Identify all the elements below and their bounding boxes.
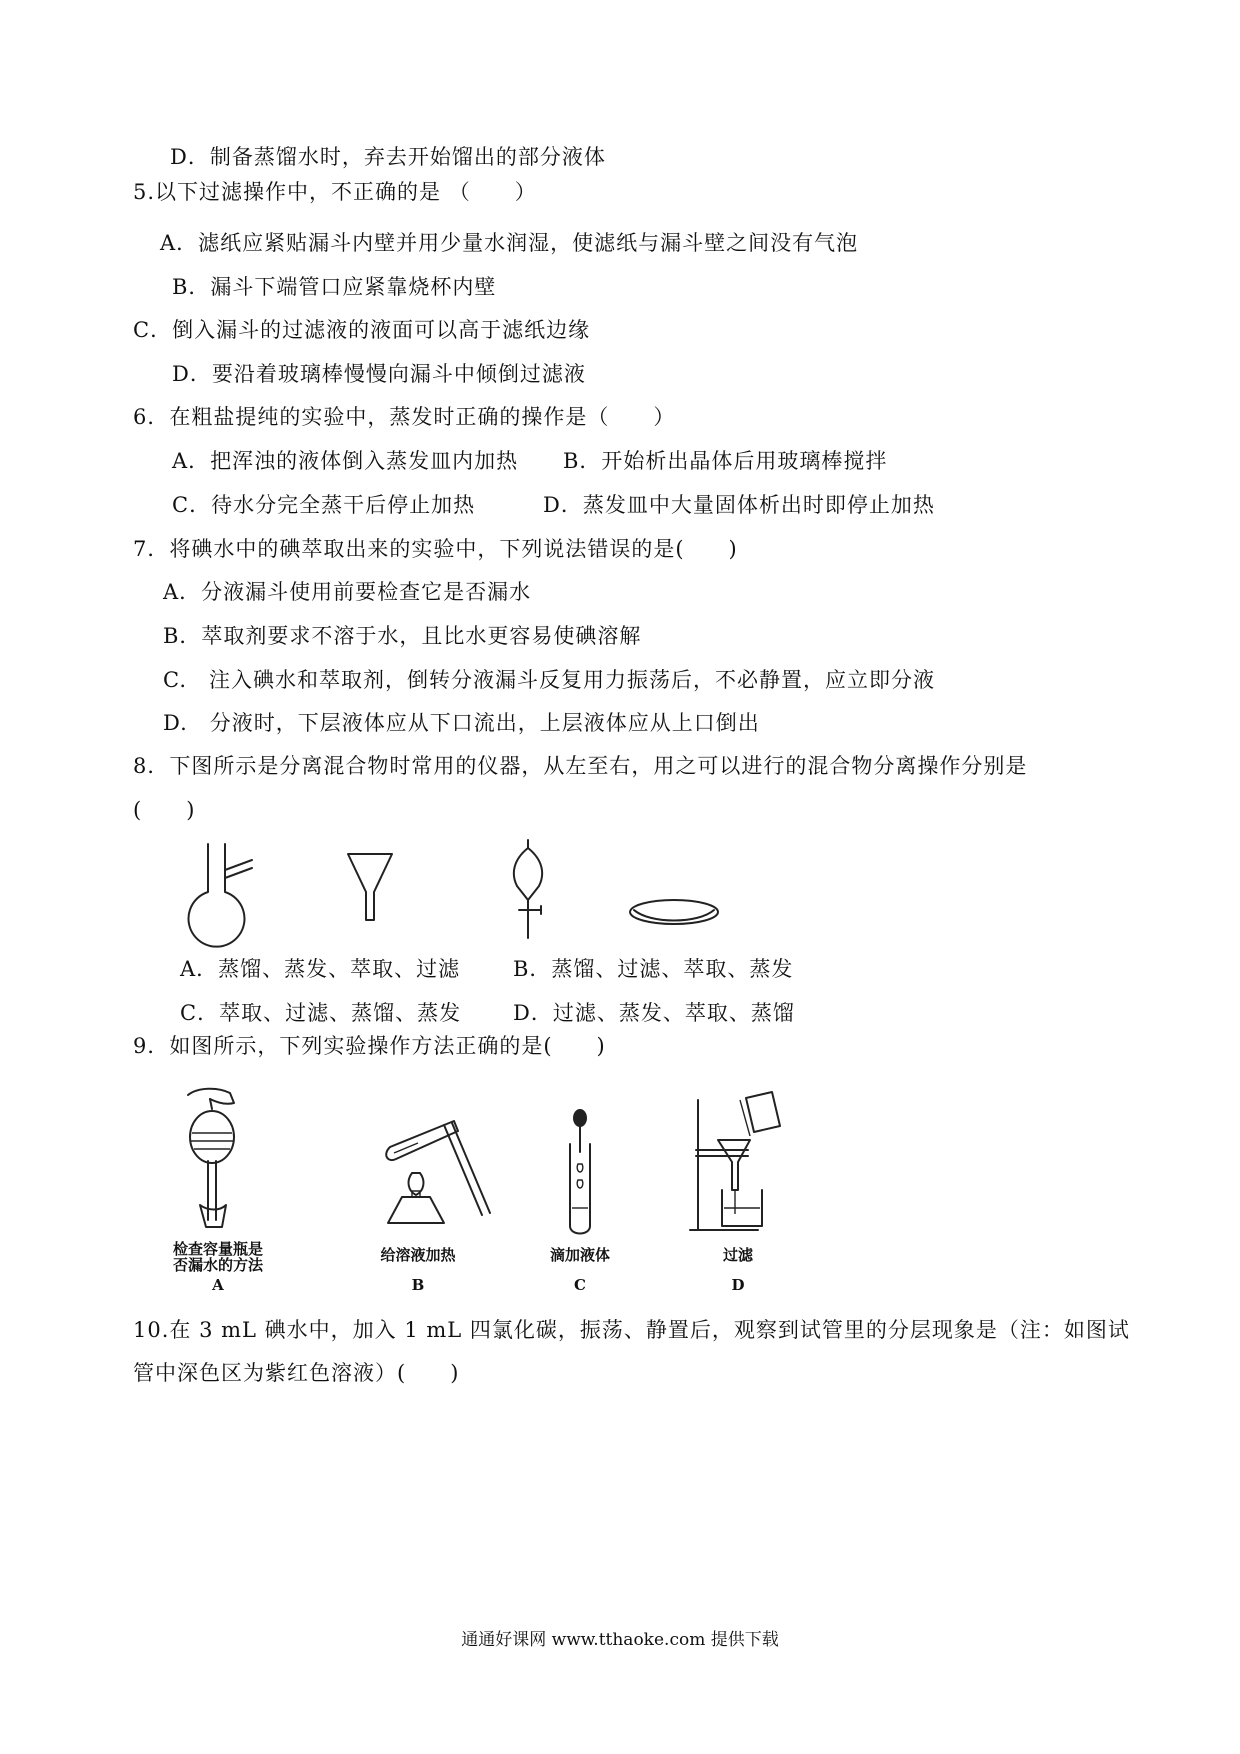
test-tube-heating-figure <box>372 1115 502 1235</box>
q6-option-b: B．开始析出晶体后用玻璃棒搅拌 <box>563 449 888 473</box>
separatory-funnel-icon <box>514 840 542 938</box>
q9-figure-a-caption-line2: 否漏水的方法 <box>172 1256 263 1274</box>
q8-stem-line1: 8．下图所示是分离混合物时常用的仪器，从左至右，用之可以进行的混合物分离操作分别是 <box>133 754 1028 778</box>
q8-instruments-figure <box>180 838 780 938</box>
q9-figure-a-caption-line1: 检查容量瓶是 <box>172 1240 263 1258</box>
q6-option-a: A．把浑浊的液体倒入蒸发皿内加热 <box>172 449 519 473</box>
q5-option-c: C．倒入漏斗的过滤液的液面可以高于滤纸边缘 <box>133 318 591 342</box>
q7-option-b: B．萃取剂要求不溶于水，且比水更容易使碘溶解 <box>163 624 642 648</box>
q7-option-c: C. 注入碘水和萃取剂，倒转分液漏斗反复用力振荡后，不必静置，应立即分液 <box>163 668 935 692</box>
q9-figure-c-caption: 滴加液体 <box>549 1246 610 1264</box>
q5-option-d: D．要沿着玻璃棒慢慢向漏斗中倾倒过滤液 <box>172 362 586 386</box>
q9-figure-a-letter: A <box>212 1276 224 1294</box>
q5-option-a: A．滤纸应紧贴漏斗内壁并用少量水润湿，使滤纸与漏斗壁之间没有气泡 <box>160 231 859 255</box>
q6-option-d: D．蒸发皿中大量固体析出时即停止加热 <box>543 493 935 517</box>
q8-option-c: C．萃取、过滤、蒸馏、蒸发 <box>180 1001 462 1025</box>
q7-option-a: A．分液漏斗使用前要检查它是否漏水 <box>163 580 532 604</box>
q5-stem: 5.以下过滤操作中，不正确的是 （ ） <box>133 180 537 204</box>
funnel-icon <box>348 854 392 920</box>
q10-stem-line1: 10.在 3 mL 碘水中，加入 1 mL 四氯化碳，振荡、静置后，观察到试管里的分层现象是（注：如图试 <box>133 1318 1130 1342</box>
q9-figure-c-letter: C <box>574 1276 586 1294</box>
q9-figure-d-caption: 过滤 <box>722 1246 753 1264</box>
q8-option-a: A．蒸馏、蒸发、萃取、过滤 <box>180 957 461 981</box>
q9-figure-b-caption: 给溶液加热 <box>380 1246 456 1264</box>
q8-option-d: D．过滤、蒸发、萃取、蒸馏 <box>513 1001 795 1025</box>
q6-option-c: C．待水分完全蒸干后停止加热 <box>172 493 476 517</box>
q8-stem-line2: ( ) <box>133 798 196 822</box>
page-footer: 通通好课网 www.tthaoke.com 提供下载 <box>461 1630 779 1650</box>
q9-figure-b-letter: B <box>411 1276 425 1294</box>
dropping-liquid-figure <box>560 1108 600 1238</box>
evaporating-dish-icon <box>630 900 718 924</box>
q10-stem-line2: 管中深色区为紫红色溶液）( ) <box>133 1361 460 1385</box>
q6-stem: 6．在粗盐提纯的实验中，蒸发时正确的操作是（ ） <box>133 405 676 429</box>
q9-stem: 9．如图所示，下列实验操作方法正确的是( ) <box>133 1034 606 1058</box>
q7-option-d: D. 分液时，下层液体应从下口流出，上层液体应从上口倒出 <box>163 711 760 735</box>
q7-stem: 7．将碘水中的碘萃取出来的实验中，下列说法错误的是( ) <box>133 537 738 561</box>
q5-option-b: B．漏斗下端管口应紧靠烧杯内壁 <box>172 275 497 299</box>
distillation-flask-icon <box>189 844 253 947</box>
q9-figure-d-letter: D <box>731 1276 745 1294</box>
volumetric-flask-leak-test-figure <box>178 1085 258 1235</box>
q8-option-b: B．蒸馏、过滤、萃取、蒸发 <box>513 957 794 981</box>
filtration-figure <box>688 1090 808 1240</box>
q4-option-d: D．制备蒸馏水时，弃去开始馏出的部分液体 <box>170 145 606 169</box>
